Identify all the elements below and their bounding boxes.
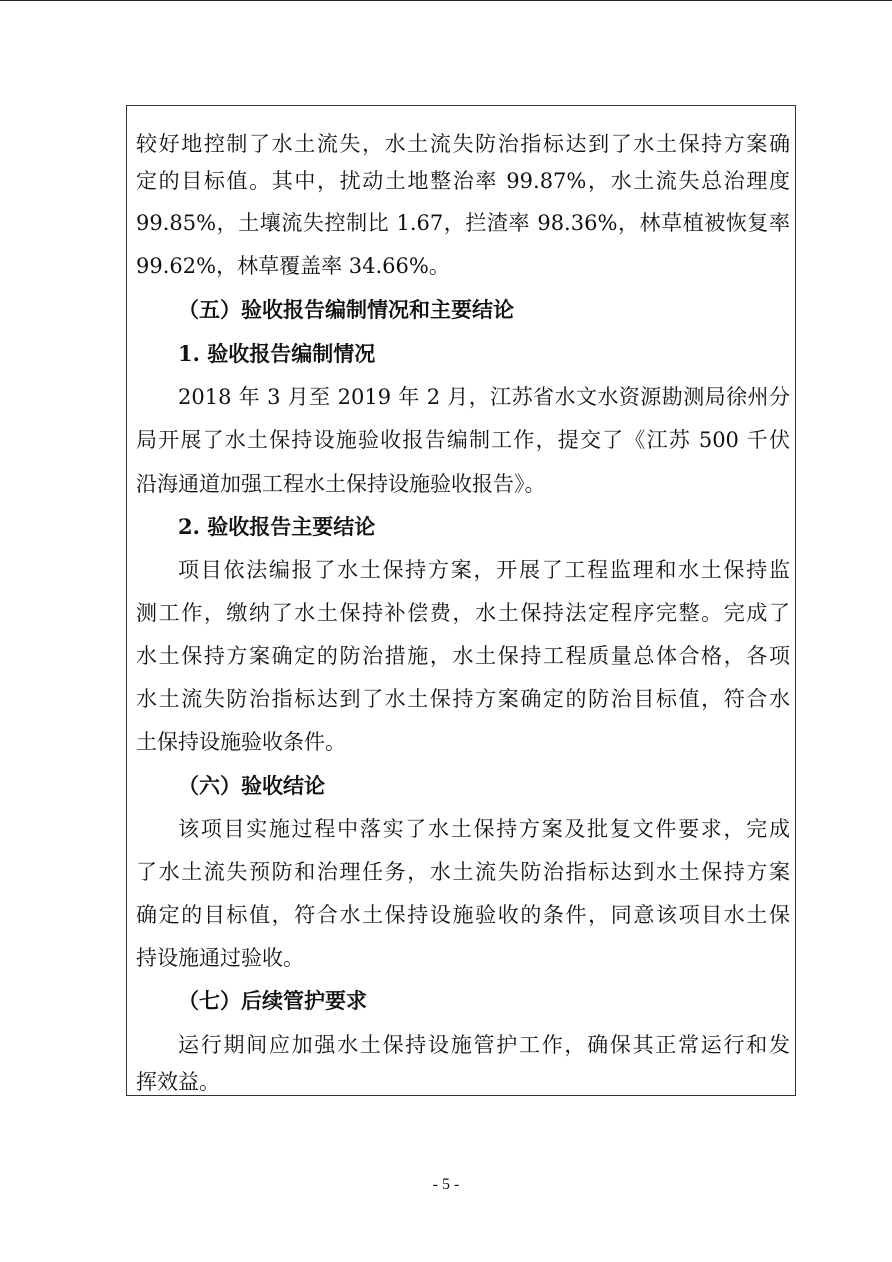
body-line: 2018 年 3 月至 2019 年 2 月，江苏省水文水资源勘测局徐州分: [178, 385, 790, 409]
body-line: 水土流失防治指标达到了水土保持方案确定的防治目标值，符合水: [136, 687, 790, 711]
section-heading-5: （五）验收报告编制情况和主要结论: [178, 297, 514, 322]
body-line: 项目依法编报了水土保持方案，开展了工程监理和水土保持监: [178, 558, 790, 582]
section-heading-7: （七）后续管护要求: [178, 988, 367, 1013]
subsection-heading-2: 2. 验收报告主要结论: [178, 514, 376, 539]
body-line: 了水土流失预防和治理任务，水土流失防治指标达到水土保持方案: [136, 860, 790, 884]
body-line: 持设施通过验收。: [136, 946, 304, 970]
body-line: 运行期间应加强水土保持设施管护工作，确保其正常运行和发: [178, 1033, 790, 1057]
body-line: 测工作，缴纳了水土保持补偿费，水土保持法定程序完整。完成了: [136, 601, 790, 625]
body-line: 99.85%，土壤流失控制比 1.67，拦渣率 98.36%，林草植被恢复率: [136, 211, 790, 235]
body-line: 挥效益。: [136, 1070, 220, 1094]
page-number: - 5 -: [432, 1176, 460, 1193]
top-rule: [0, 0, 892, 1]
body-line: 局开展了水土保持设施验收报告编制工作，提交了《江苏 500 千伏: [136, 428, 790, 452]
body-line: 定的目标值。其中，扰动土地整治率 99.87%，水土流失总治理度: [136, 169, 790, 193]
body-line: 确定的目标值，符合水土保持设施验收的条件，同意该项目水土保: [136, 903, 790, 927]
body-line: 99.62%，林草覆盖率 34.66%。: [136, 254, 450, 278]
body-line: 土保持设施验收条件。: [136, 730, 346, 754]
body-line: 该项目实施过程中落实了水土保持方案及批复文件要求，完成: [178, 817, 790, 841]
body-line: 较好地控制了水土流失，水土流失防治指标达到了水土保持方案确: [136, 132, 790, 156]
body-line: 水土保持方案确定的防治措施，水土保持工程质量总体合格，各项: [136, 644, 790, 668]
section-heading-6: （六）验收结论: [178, 773, 325, 798]
body-line: 沿海通道加强工程水土保持设施验收报告》。: [136, 472, 546, 496]
subsection-heading-1: 1. 验收报告编制情况: [178, 341, 376, 366]
